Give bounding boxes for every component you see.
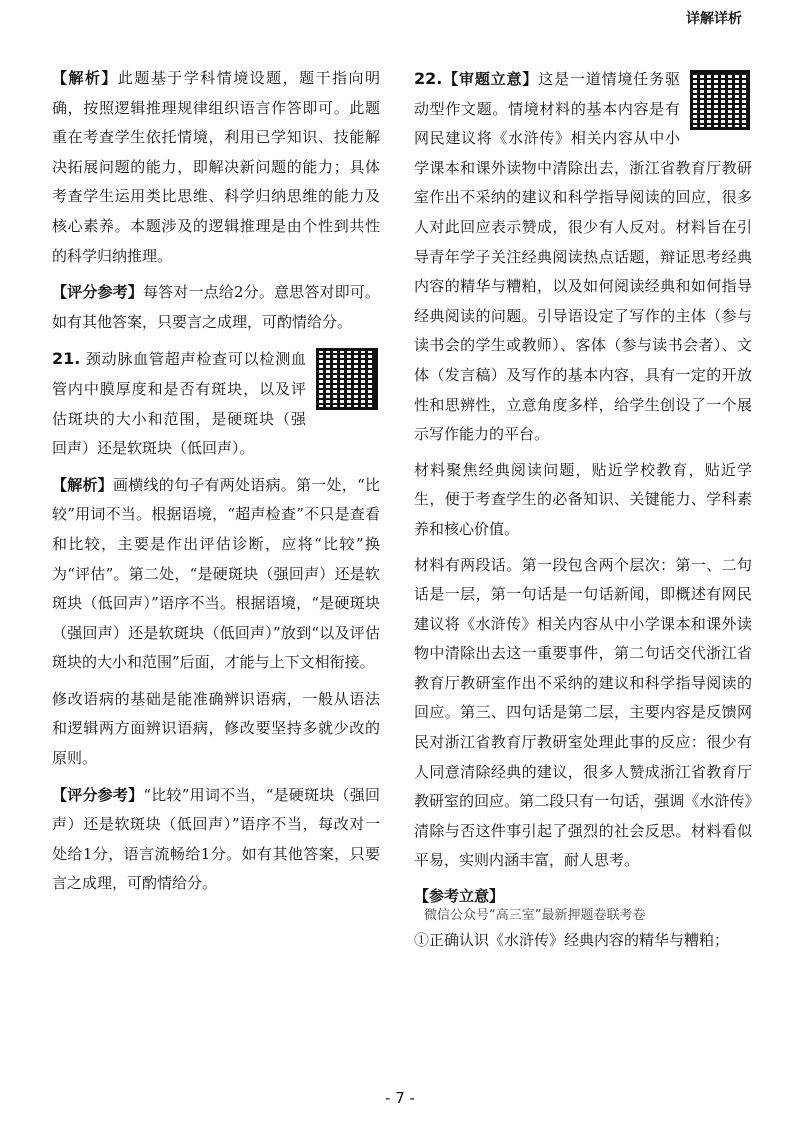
reference-tag: 【参考立意】 xyxy=(414,887,505,906)
question-number: 22. xyxy=(414,69,443,88)
qr-code-icon xyxy=(690,70,750,130)
reference-point-1: ①正确认识《水浒传》经典内容的精华与糟粕； xyxy=(414,930,730,949)
left-column xyxy=(52,64,380,906)
score-text: 每答对一点给2分。意思答对即可。如有其他答案，只要言之成理，可酌情给分。 xyxy=(52,283,380,331)
material-structure: 材料有两段话。第一段包含两个层次：第一、二句话是一层，第一句话是一句话新闻，即概述有网民建议将《水浒传》相关内容从中小学课本和课外读物中清除出去这一重要事件，第二句话交代浙江省教育厅教研室作出不采纳的建议和科学指导阅读的回应。第三、四句话是第二层，主要内容是反馈网民对浙江省教育厅教研室处理此事的反应：很少有人同意清除经典的建议，很多人赞成浙江省教育厅教研室的回应。第二段只有一句话，强调《水浒传》清除与否这件事引起了强烈的社会反思。材料看似平易，实则内涵丰富，耐人思考。 xyxy=(414,555,752,870)
analysis-text: 画横线的句子有两处语病。第一处，“比较”用词不当。根据语境，“超声检查”不只是查看和比较，主要是作出评估诊断，应将“比较”换为“评估”。第二处，“是硬斑块（强回声）还是软斑块（低回声）”语序不当。根据语境，“是硬斑块（强回声）还是软斑块（低回声）”放到“以及评估斑块的大小和范围”后面，才能与上下文相衔接。 xyxy=(52,475,380,672)
analysis-tag: 【解析】 xyxy=(52,475,114,494)
score-tag: 【评分参考】 xyxy=(52,785,144,804)
question-22 xyxy=(414,64,752,450)
right-column xyxy=(414,64,752,961)
watermark: 微信公众号“高三室”最新押题卷联考卷 xyxy=(424,907,646,923)
material-focus: 材料聚焦经典阅读问题，贴近学校教育，贴近学生，便于考查学生的必备知识、关键能力、学科素养和核心价值。 xyxy=(414,460,752,538)
question-number: 21. xyxy=(52,349,81,369)
score-21 xyxy=(52,781,380,899)
analysis-tag: 【解析】 xyxy=(52,69,118,87)
topic-tag: 【审题立意】 xyxy=(442,70,539,88)
analysis-text: 此题基于学科情境设题，题干指向明确，按照逻辑推理规律组织语言作答即可。此题重在考查学生依托情境，利用已学知识、技能解决拓展问题的能力，即解决新问题的能力；具体考查学生运用类比思维、科学归纳思维的能力及核心素养。本题涉及的逻辑推理是由个性到共性的科学归纳推理。 xyxy=(52,69,380,265)
method-21: 修改语病的基础是能准确辨识语病，一般从语法和逻辑两方面辨识语病，修改要坚持多就少改的原则。 xyxy=(52,689,380,768)
score-tag: 【评分参考】 xyxy=(52,283,143,302)
header-tag: 详解详析 xyxy=(686,11,742,27)
analysis-20 xyxy=(52,64,380,271)
question-text: 颈动脉血管超声检查可以检测血管内中膜厚度和是否有斑块，以及评估斑块的大小和范围，是硬斑块（强回声）还是软斑块（低回声）。 xyxy=(52,350,306,458)
qr-code-icon xyxy=(316,348,378,410)
analysis-21 xyxy=(52,471,380,678)
page-number: - 7 - xyxy=(385,1089,415,1107)
topic-text: 这是一道情境任务驱动型作文题。情境材料的基本内容是有网民建议将《水浒传》相关内容从中小学课本和课外读物中清除出去，浙江省教育厅教研室作出不采纳的建议和科学指导阅读的回应，很多人对此回应表示赞成，很少有人反对。材料旨在引导青年学子关注经典阅读热点话题，辩证思考经典内容的精华与糟粕，以及如何阅读经典和如何指导经典阅读的问题。引导语设定了写作的主体（参与读书会的学生或教师）、客体（参与读书会者）、文体（发言稿）及写作的基本内容，具有一定的开放性和思辨性，立意角度多样，给学生创设了一个展示写作能力的平台。 xyxy=(414,70,752,444)
score-text: “比较”用词不当，“是硬斑块（强回声）还是软斑块（低回声）”语序不当，每改对一处给1分，语言流畅给1分。如有其他答案，只要言之成理，可酌情给分。 xyxy=(52,785,380,893)
score-20 xyxy=(52,278,380,337)
question-21 xyxy=(52,344,380,463)
